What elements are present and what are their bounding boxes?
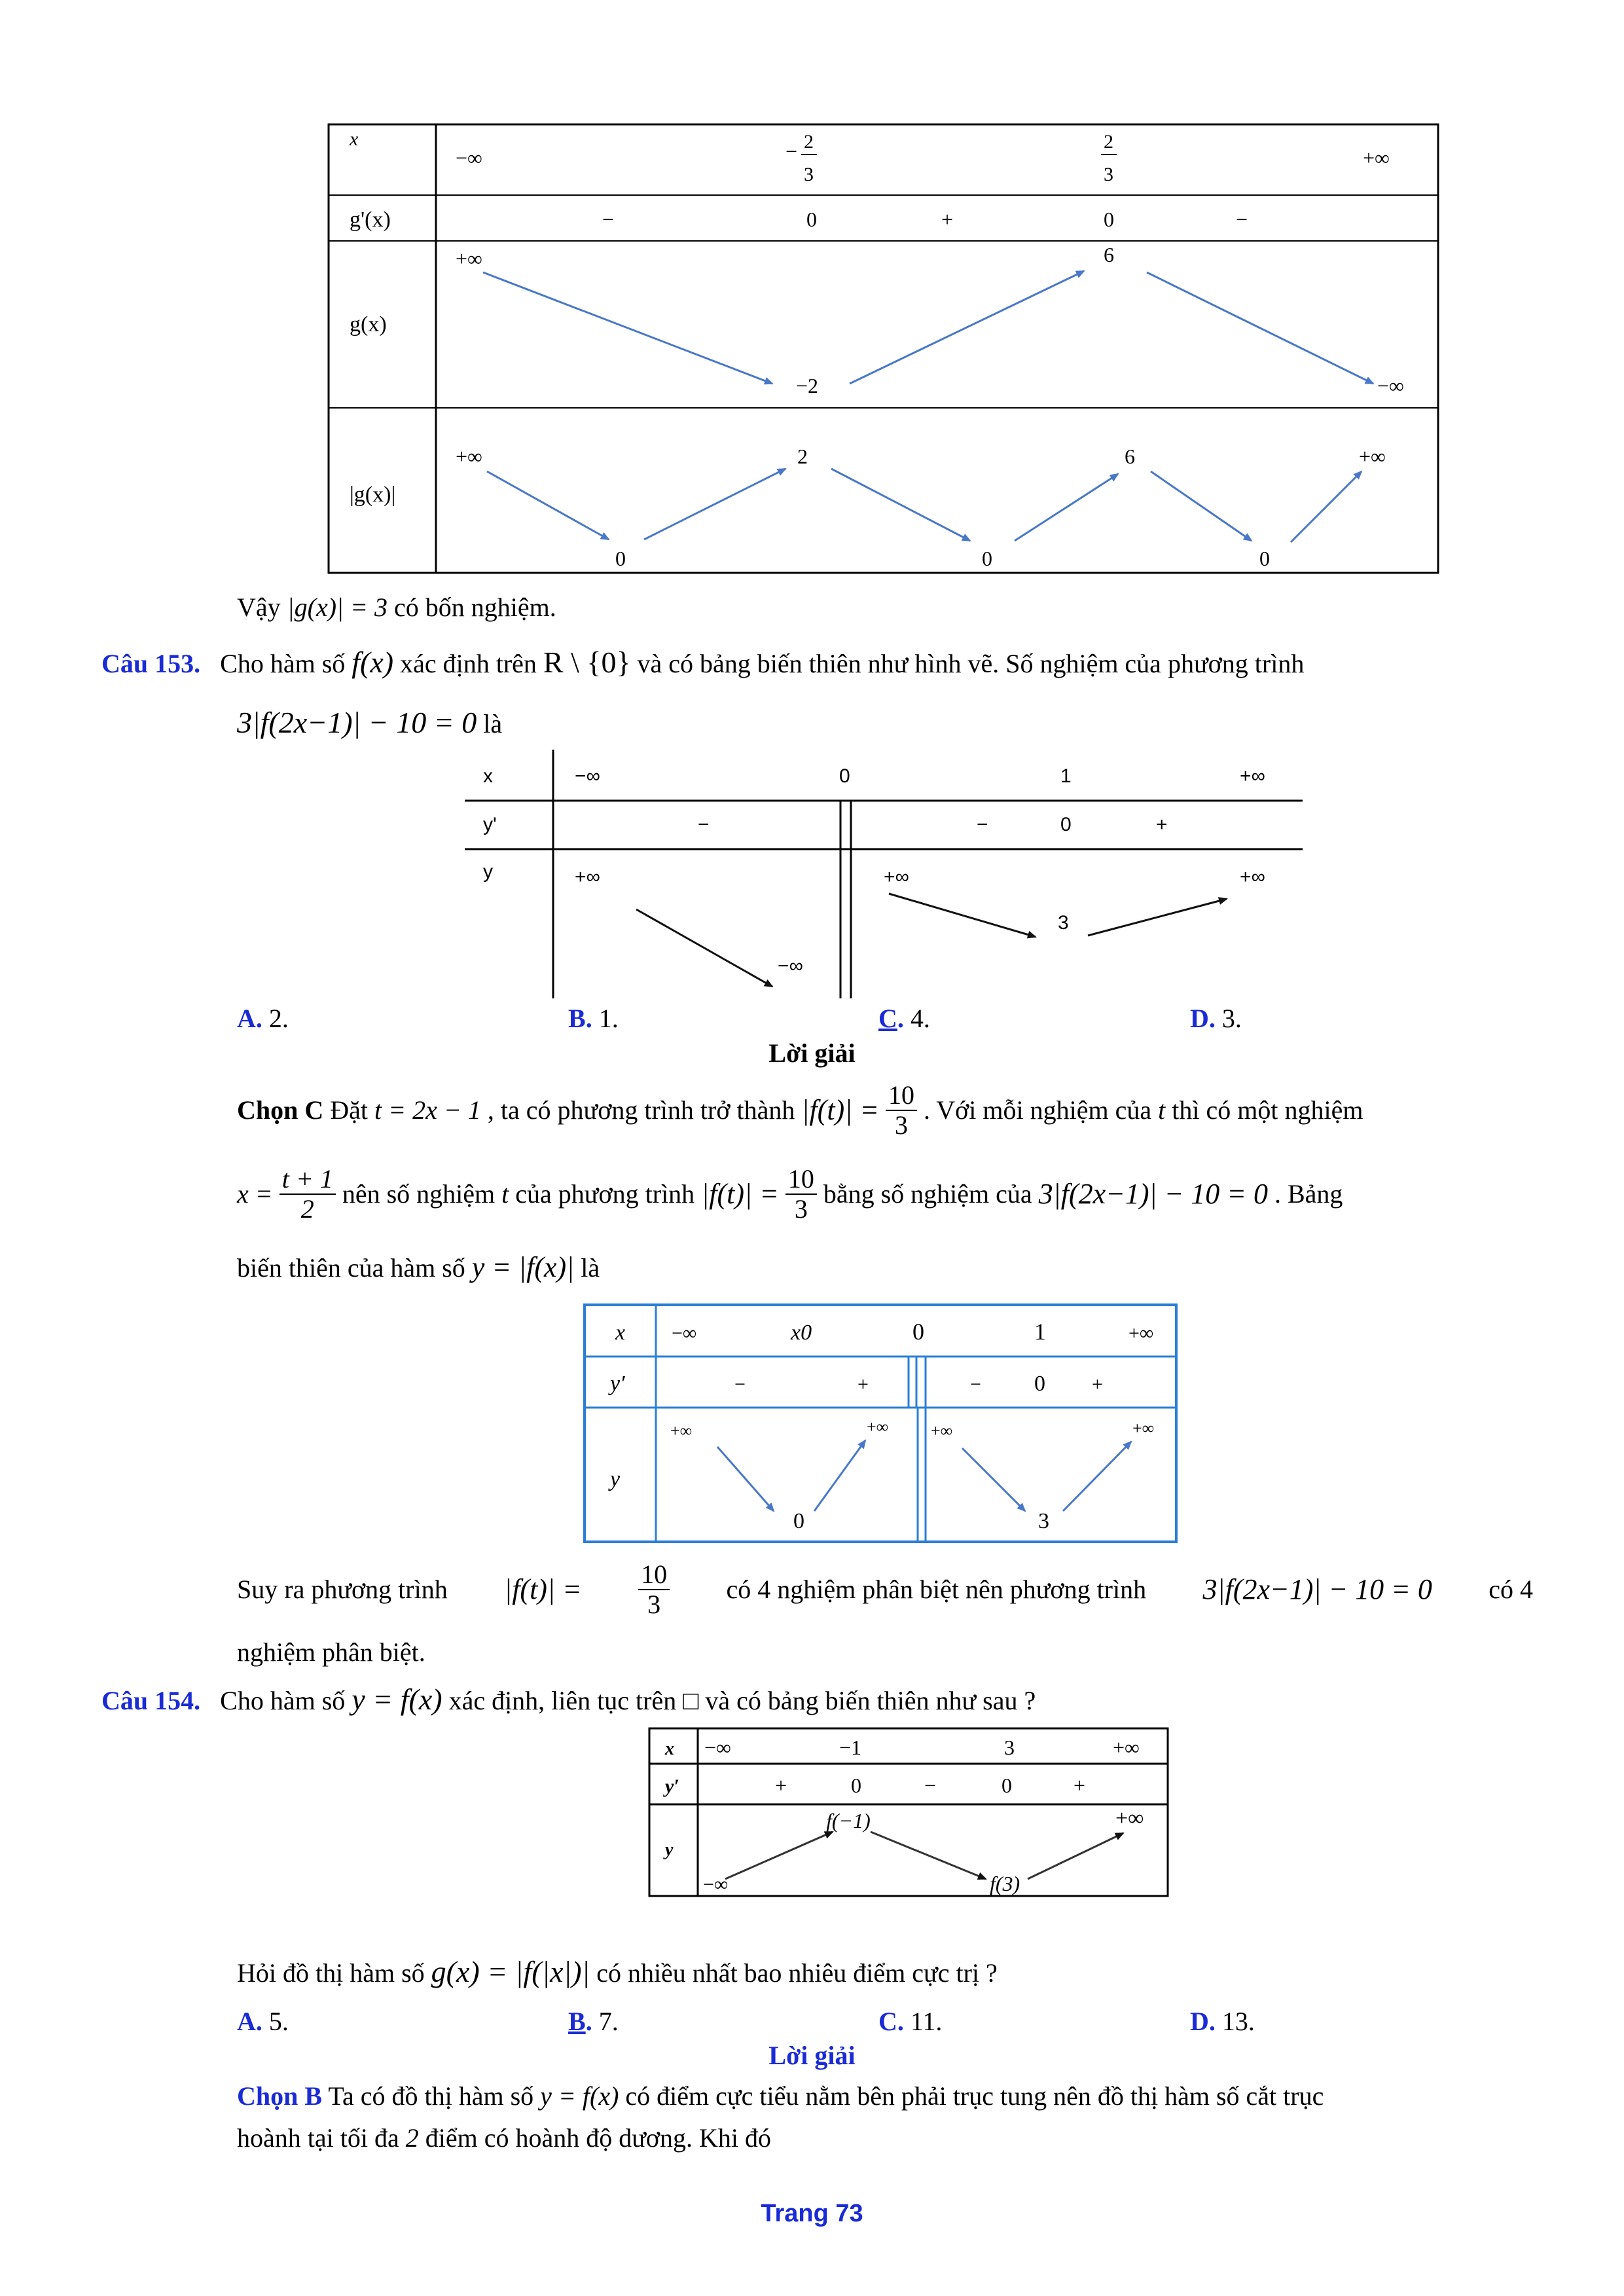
svg-text:+∞: +∞ (1240, 765, 1265, 787)
svg-text:3: 3 (804, 164, 814, 185)
t1-g-arrow-3 (1147, 272, 1373, 384)
q153-sol-line3: biến thiên của hàm số y = |f(x)| là (237, 1251, 600, 1283)
svg-text:+∞: +∞ (1115, 1806, 1144, 1831)
svg-text:−: − (734, 1374, 746, 1395)
q154-line1: Câu 154. Cho hàm số y = f(x) xác định, liên tục trên □ và có bảng biến thiên như sau ? (101, 1683, 1036, 1716)
t1-absg-1: 0 (615, 547, 626, 570)
svg-text:2: 2 (804, 131, 814, 153)
t1-g-arrow-1 (483, 272, 772, 384)
svg-text:+∞: +∞ (884, 866, 909, 888)
svg-text:y′: y′ (665, 1776, 679, 1797)
svg-text:3: 3 (1038, 1509, 1049, 1533)
t1-x-neg-inf: −∞ (456, 146, 482, 170)
q154-sol-line2: hoành tại tối đa 2 điểm có hoành độ dương. Khi đó (237, 2123, 772, 2153)
svg-text:0: 0 (851, 1774, 861, 1797)
svg-text:y′: y′ (610, 1372, 625, 1396)
svg-text:1: 1 (1060, 765, 1072, 787)
t1-gp-zero-1: 0 (806, 208, 817, 231)
svg-text:+∞: +∞ (867, 1417, 889, 1436)
svg-text:+∞: +∞ (1132, 1419, 1155, 1438)
t1-g-max: 6 (1104, 243, 1114, 266)
q153-sol-line2: x = $\frac{t + 1}{2}$ nên số nghiệm t của phương trình |f(t)| = $\frac{10}{3}$ bằng số nghiệm của 3|f(2x−1)| − 10 = 0 . Bảng (237, 1164, 1343, 1224)
q153-abs-variation-table (583, 1303, 1178, 1544)
svg-text:−1: −1 (839, 1736, 862, 1759)
svg-text:0: 0 (793, 1509, 804, 1533)
t1-absg-3: 0 (982, 547, 992, 570)
svg-text:y: y (483, 861, 493, 883)
svg-text:−: − (785, 139, 798, 163)
variation-table-g (327, 123, 1440, 575)
q154-sol-line1: Chọn B Ta có đồ thị hàm số y = f(x) có điểm cực tiểu nằm bên phải trục tung nên đồ thị hàm số cắt trục (237, 2081, 1324, 2111)
svg-text:−∞: −∞ (704, 1736, 731, 1759)
t1-gp-zero-2: 0 (1104, 208, 1114, 231)
svg-text:2: 2 (1104, 131, 1113, 153)
t1-g-neg-inf: −∞ (1377, 374, 1404, 397)
svg-text:+: + (857, 1374, 869, 1395)
t1-absg-0: +∞ (456, 445, 482, 468)
q153-sol-line1: Chọn C Đặt t = 2x − 1 , ta có phương trình trở thành |f(t)| = $\frac{10}{3}$ . Với mỗi nghiệm của t thì có một nghiệm (237, 1080, 1363, 1140)
svg-text:−: − (970, 1374, 981, 1395)
q153-answer-b[interactable]: B. 1. (568, 1004, 619, 1033)
svg-text:x: x (665, 1739, 674, 1759)
svg-text:0: 0 (1034, 1372, 1045, 1396)
page-number: Trang 73 (761, 2200, 863, 2227)
t1-g-arrow-2 (850, 271, 1084, 384)
t1-x-label: x (350, 128, 359, 150)
q154-answer-c[interactable]: C. 11. (878, 2007, 943, 2036)
svg-text:−∞: −∞ (703, 1874, 729, 1895)
q153-t-x: x (483, 765, 493, 787)
svg-text:0: 0 (839, 765, 850, 787)
t1-g-label: g(x) (350, 312, 387, 337)
t1-x-pos-inf: +∞ (1363, 146, 1390, 170)
svg-text:−: − (698, 814, 710, 835)
t1-gprime-label: g'(x) (350, 208, 391, 232)
q154-question: Hỏi đồ thị hàm số g(x) = |f(|x|)| có nhiều nhất bao nhiêu điểm cực trị ? (237, 1955, 998, 1988)
svg-text:+∞: +∞ (1113, 1736, 1140, 1759)
conclusion-prev: Vậy |g(x)| = 3 có bốn nghiệm. (237, 592, 556, 622)
q154-answer-b[interactable]: B. 7. (568, 2007, 619, 2036)
svg-text:x: x (615, 1321, 626, 1345)
t1-x-two-thirds (1101, 131, 1117, 185)
t1-gp-sign-3: − (1236, 208, 1248, 231)
t1-absg-2: 2 (797, 445, 808, 468)
svg-text:−∞: −∞ (672, 1322, 697, 1344)
q153-solution-title: Lời giải (768, 1038, 856, 1068)
svg-text:+∞: +∞ (931, 1421, 953, 1440)
q153-answer-a[interactable]: A. 2. (237, 1004, 289, 1033)
q153-variation-table (465, 750, 1303, 998)
svg-text:+: + (1074, 1774, 1086, 1797)
q154-label: Câu 154. (101, 1686, 201, 1715)
svg-text:0: 0 (1001, 1774, 1012, 1797)
svg-text:−: − (977, 814, 988, 835)
t1-absg-label: |g(x)| (350, 483, 396, 507)
svg-text:y: y (665, 1840, 674, 1860)
q153-label: Câu 153. (101, 649, 201, 678)
q153-answer-d[interactable]: D. 3. (1190, 1004, 1242, 1033)
svg-text:+: + (1092, 1374, 1103, 1395)
q153-conclusion-line1: Suy ra phương trình |f(t)| = $\frac{10}{3}$ có 4 nghiệm phân biệt nên phương trình 3|f(2x−1)| − 10 = 0 có 4 (237, 1559, 1533, 1619)
svg-text:f(3): f(3) (990, 1872, 1020, 1895)
q153-conclusion-line2: nghiệm phân biệt. (237, 1637, 425, 1667)
t1-x-neg-two-thirds (785, 131, 817, 185)
t1-g-pos-inf: +∞ (456, 247, 482, 270)
svg-text:f(−1): f(−1) (826, 1809, 871, 1832)
svg-text:3: 3 (1058, 912, 1069, 934)
svg-text:+∞: +∞ (1128, 1322, 1154, 1344)
svg-text:−: − (924, 1774, 937, 1797)
svg-text:0: 0 (1060, 814, 1072, 835)
svg-text:+: + (775, 1774, 787, 1797)
t1-absg-4: 6 (1125, 445, 1135, 468)
svg-text:0: 0 (912, 1319, 924, 1345)
svg-text:y: y (610, 1467, 621, 1491)
svg-text:+: + (1156, 814, 1168, 835)
t1-gp-sign-1: − (602, 208, 615, 231)
svg-text:y': y' (483, 814, 497, 835)
svg-text:−∞: −∞ (778, 955, 803, 977)
svg-text:1: 1 (1034, 1319, 1046, 1345)
svg-text:−∞: −∞ (575, 765, 600, 787)
svg-text:+∞: +∞ (1240, 866, 1265, 888)
q154-variation-table (648, 1727, 1169, 1897)
svg-text:+∞: +∞ (575, 866, 600, 888)
q153-line1: Câu 153. Cho hàm số f(x) xác định trên R \ {0} và có bảng biến thiên như hình vẽ. Số nghiệm của phương trình (101, 646, 1305, 679)
q154-solution-title: Lời giải (768, 2041, 856, 2070)
svg-text:3: 3 (1104, 164, 1113, 185)
q154-answer-d[interactable]: D. 13. (1190, 2007, 1255, 2036)
svg-text:3: 3 (1004, 1736, 1015, 1759)
svg-text:+∞: +∞ (670, 1421, 693, 1440)
q153-answer-c[interactable]: C. 4. (878, 1004, 930, 1033)
svg-text:x0: x0 (791, 1321, 812, 1345)
t1-absg-5: 0 (1259, 547, 1270, 570)
t1-absg-6: +∞ (1359, 445, 1386, 468)
t1-gp-sign-2: + (941, 208, 954, 231)
q154-answer-a[interactable]: A. 5. (237, 2007, 289, 2036)
q153-line2: 3|f(2x−1)| − 10 = 0 là (237, 706, 503, 739)
t1-g-min: −2 (796, 374, 819, 397)
